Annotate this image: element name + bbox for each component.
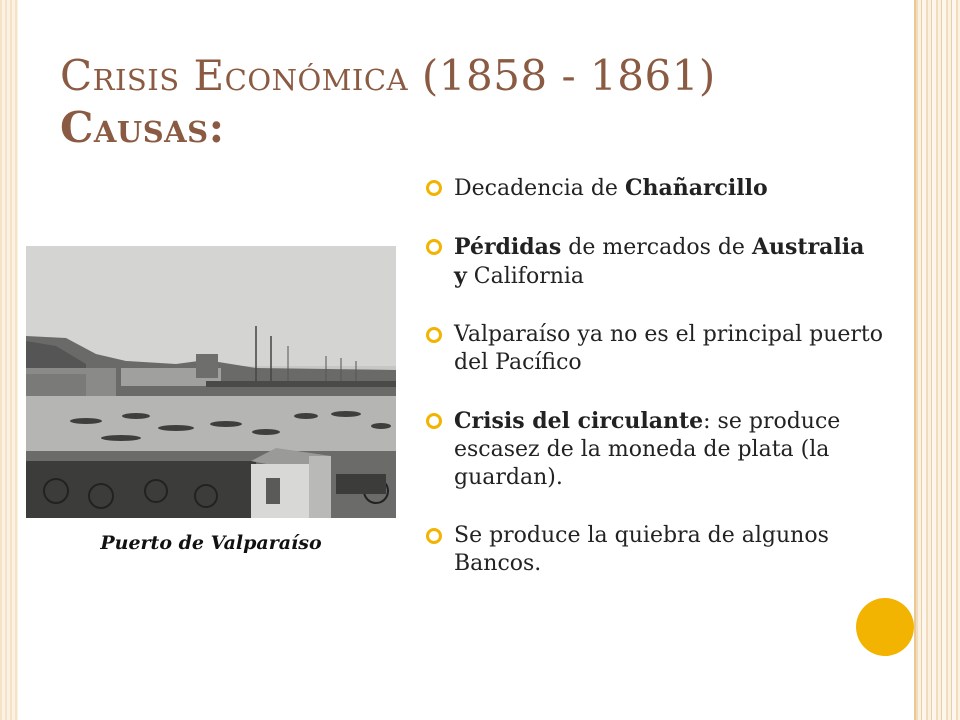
- bullet-segment-bold: Chañarcillo: [624, 175, 768, 201]
- photo-caption: Puerto de Valparaíso: [100, 532, 322, 554]
- bullet-segment: : se produce escasez de la moneda de plata (la guardan).: [454, 409, 841, 490]
- bullet-segment: California: [466, 264, 585, 289]
- title-line-2: Causas:: [60, 103, 225, 152]
- bullet-segment-bold: Pérdidas: [454, 234, 562, 260]
- bullet-segment: Se produce la quiebra de algunos Bancos.: [454, 523, 829, 576]
- bullet-segment: Decadencia de: [454, 176, 625, 201]
- bullet-text: [454, 409, 840, 490]
- bullet-item: [424, 233, 884, 291]
- title-line-1: Crisis Económica (1858 - 1861): [60, 51, 716, 100]
- harbor-photo: [26, 246, 396, 518]
- bullet-item: [424, 321, 884, 377]
- left-decorative-border: [0, 0, 18, 720]
- bullet-item: [424, 407, 884, 492]
- bullet-icon: [426, 327, 442, 343]
- slide-title: [60, 50, 880, 154]
- bullet-icon: [426, 180, 442, 196]
- bullet-segment: Valparaíso ya no es el principal puerto del Pacífico: [454, 322, 883, 375]
- bullet-icon: [426, 413, 442, 429]
- bullet-item: [424, 522, 884, 578]
- causes-list: [424, 174, 884, 608]
- bullet-text: [454, 235, 864, 289]
- bullet-segment: de mercados de: [561, 235, 752, 260]
- harbor-photo-illustration: [26, 246, 396, 518]
- bullet-icon: [426, 239, 442, 255]
- bullet-text: [454, 322, 883, 375]
- bullet-segment-bold: Australia y: [454, 234, 865, 289]
- bullet-text: [454, 523, 829, 576]
- bullet-text: [454, 176, 768, 201]
- bullet-icon: [426, 528, 442, 544]
- bullet-segment-bold: Crisis del circulante: [454, 408, 704, 434]
- decorative-circle: [856, 598, 914, 656]
- right-decorative-border: [916, 0, 960, 720]
- bullet-item: [424, 174, 884, 203]
